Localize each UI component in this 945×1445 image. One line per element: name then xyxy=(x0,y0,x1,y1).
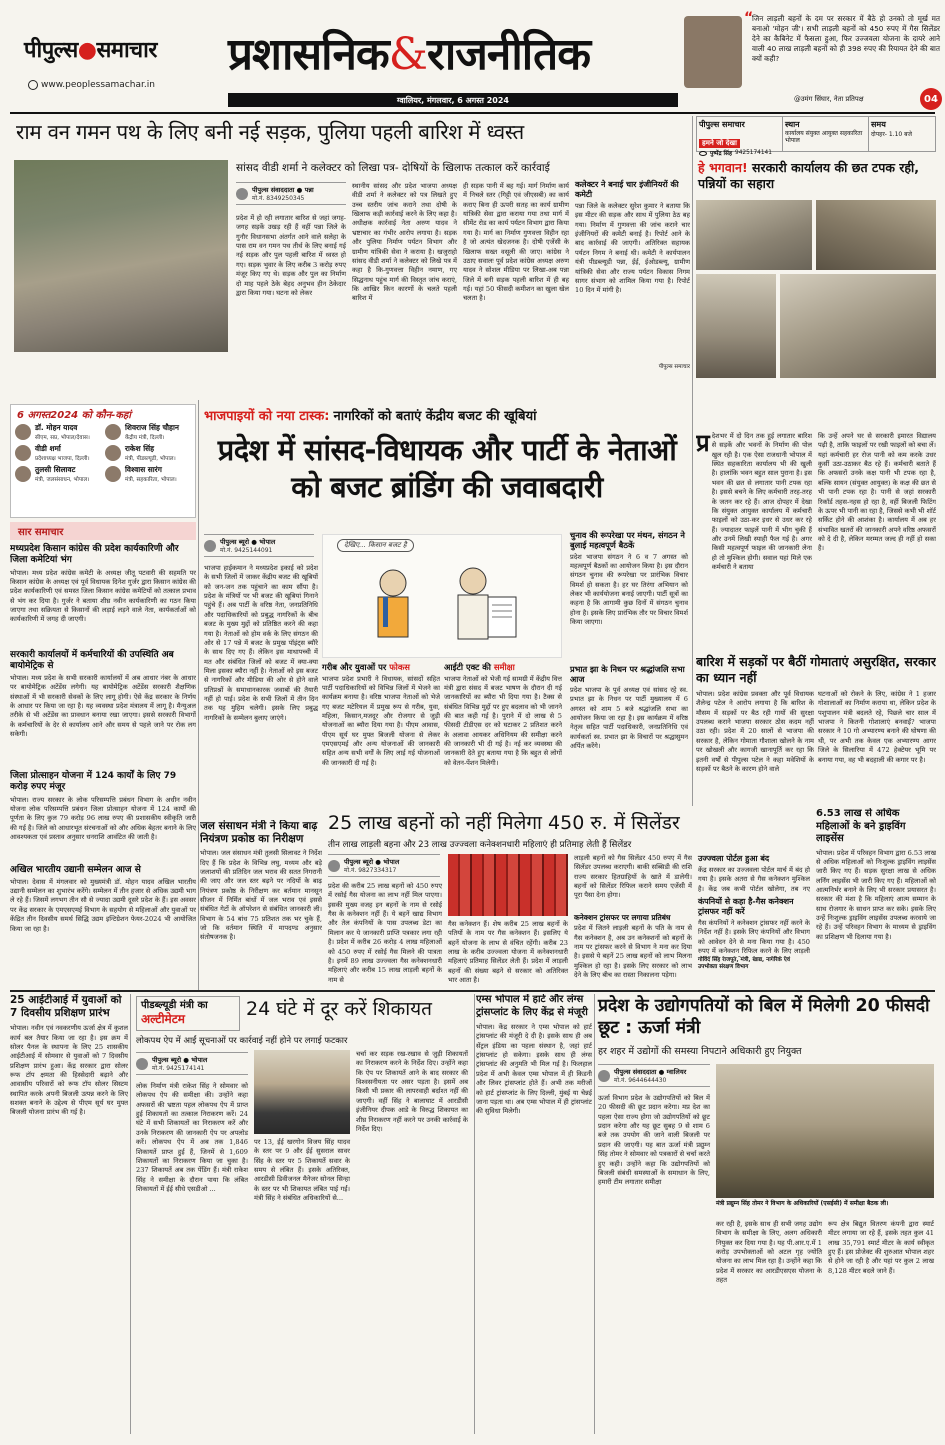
person-avatar xyxy=(15,424,31,440)
industry-byline: पीपुल्स संवाददाता ● ग्वालियर मो.नं. 9644644430 xyxy=(598,1064,710,1090)
kaun-kahan-title: 6 अगस्त2024 को कौन-कहां xyxy=(17,410,131,421)
brand-logo xyxy=(24,34,157,64)
eye-icon xyxy=(699,151,707,156)
sar-item-heading: अखिल भारतीय उद्यानी सम्मेलन आज से xyxy=(10,864,141,875)
story1-subhead: सांसद वीडी शर्मा ने कलेक्टर को लिखा पत्र- दोषियों के खिलाफ तत्काल करें कार्रवाई xyxy=(236,162,550,174)
tulsi-headline: जल संसाधन मंत्री ने किया बाढ़ नियंत्रण प्रकोष्ठ का निरीक्षण xyxy=(200,820,318,846)
lead-box2 xyxy=(444,662,562,812)
iti-headline: 25 आईटीआई में युवाओं को 7 दिवसीय प्रशिक्षण प्रारंभ xyxy=(10,994,122,1020)
sar-item-heading: मध्यप्रदेश किसान कांग्रेस की प्रदेश कार्यकारिणी और जिला कमेटियां भंग xyxy=(10,544,179,566)
reporter-avatar xyxy=(598,1070,610,1082)
byline-text: पीपुल्स संवाददाता ● पन्ना मो.नं. 8349250345 xyxy=(252,186,314,202)
side-body-1: प्रदेश भाजपा संगठन ने 6 व 7 अगस्त को महत्वपूर्ण बैठकों का आयोजन किया है। इस दौरान संगठन चुनाव की रूपरेखा पर प्रारंभिक विचार विमर्श हो सकता है। हर घर तिरंगा अभियान को लेकर भी कार्ययोजना बनाई जाएगी। पार्टी सूत्रों का कहना है कि आगामी कुछ दिनों में संगठन चुनाव होना है। इसके लिए प्रारंभिक तौर पर विचार विमर्श किया जाएगा। xyxy=(570,552,688,627)
pwd-subhead: लोकपथ ऐप में आईं सूचनाओं पर कार्रवाई नहीं होने पर लगाई फटकार xyxy=(136,1036,348,1046)
section-title-1: प्रशासनिक xyxy=(228,29,389,80)
aiims-story xyxy=(476,994,592,1434)
road-damage-photo xyxy=(14,160,228,352)
cartoon-figures xyxy=(323,535,563,659)
person-item: राकेश सिंह मंत्री, पीडब्ल्यूडी, भोपाल। xyxy=(105,444,191,462)
box1-title-red: फोकस xyxy=(389,662,410,672)
hnd-tag: हमने जो देखा xyxy=(699,139,740,148)
box2-title-red: समीक्षा xyxy=(493,662,515,672)
story-ram-van-gaman xyxy=(10,116,690,396)
ujjwala-portal-heading: उज्ज्वला पोर्टल हुआ बंद xyxy=(698,854,770,863)
leaking-roof-photo-4 xyxy=(780,274,936,378)
section-title xyxy=(228,22,590,82)
pwd-kicker: पीडब्ल्यूडी मंत्री का xyxy=(141,1000,208,1011)
story1-col2: स्थानीय सांसद और प्रदेश भाजपा अध्यक्ष वीडी शर्मा ने कलेक्टर को पत्र लिखते हुए उच्च स्तरीय जांच कराने तथा दोषी के खिलाफ कड़ी कार्रवाई करने के लिए कहा है। अधीक्षक कार्रवाई नेता अरुण यादव ने भ्रष्टाचार का गंभीर आरोप लगाया है। सड़क और पुलिया निर्माण पर्यटन विभाग और ग्रामीण यांत्रिकी सेवा ने कराया है। खजुराहो सांसद वीडी शर्मा ने कलेक्टर को लिखे पत्र में कहा है कि-गुणवत्ता विहीन नमाण, गए सिद्धनाथ पहुंच मार्ग की विस्तृत जांच कराएं, कि आखिर किन कारणों के चलते पहली बारिश में xyxy=(352,182,457,303)
pwd-col1: लोक निर्माण मंत्री राकेश सिंह ने सोमवार को लोकपथ ऐप की समीक्षा की। उन्होंने कहा अफसरों की भ्रष्टता पहल लोकपथ ऐप में प्राप्त हुई शिकायतों का तत्काल निराकरण करें। 24 घंटे में सभी शिकायतों का निराकरण करें और उनके निराकरण की जानकारी ऐप पर अपलोड करें। लोकपथ ऐप में अब तक 1,846 शिकायतें प्राप्त हुई हैं, जिनमें से 1,609 शिकायतों का निराकरण किया जा चुका है। 237 शिकायतें अब तक पेंडिंग हैं। मंत्री राकेश सिंह ने समीक्षा के दौरान पाया कि लंबित शिकायतों में ईई सीधे एसडीओ ... xyxy=(136,1082,248,1193)
box1-title: गरीब और युवाओं पर xyxy=(322,662,387,672)
gomata-col1: भोपाल। प्रदेश कांग्रेस प्रवक्ता और पूर्व विधायक शैलेन्द्र पटेल ने आरोप लगाया है कि बारिश के मौसम में सड़कों पर बैठ रही गायों की सुरक्षा उपलब्ध कराने भाजपा सरकार ठोस कदम नहीं उठा रही। प्रदेश में 20 सालों से भाजपा की सरकार है, लेकिन गोमाता गौशाला खोलने के नाम पर खोखली और कागजी खानापूर्ति कर रहा कि इतनी वर्षों से पीपुल्स पटेल ने कहा मवेशियों के सड़कों पर बैठने के कारण होने वाले xyxy=(696,690,814,773)
lead-headline: प्रदेश में सांसद-विधायक और पार्टी के नेताओं को बजट ब्रांडिंग की जवाबदारी xyxy=(217,433,677,505)
cylinder-story xyxy=(324,808,812,988)
industry-story xyxy=(596,994,936,1434)
reporter-avatar xyxy=(204,540,216,552)
story1-col4 xyxy=(575,180,690,390)
budget-cartoon xyxy=(322,534,562,658)
sar-item-heading: सरकारी कार्यालयों में कर्मचारियों की उपस्थिति अब बायोमेट्रिक से xyxy=(10,649,174,671)
pwd-col2: पर 13, ईई खरगोन विजय सिंह यादव के स्तर पर 9 और ईई सुसराल सावर सिंह के स्तर पर 5 शिकायतें सवार के समय से लंबित हैं। इसके अतिरिक्त, आरडीसी डिवीजनल मैनेजर सोनल सिन्हा के स्तर पर भी शिकायत लंबित पाई गईं। मंत्री सिंह ने संबंधित अधिकारियों से... xyxy=(254,1138,350,1203)
brand-dot-icon: ● xyxy=(77,38,97,63)
quote-author-photo xyxy=(684,16,742,88)
pwd-kicker-red: अल्टीमेटम xyxy=(141,1012,185,1026)
leaking-roof-photo-3 xyxy=(696,274,776,378)
masthead xyxy=(0,0,945,112)
pwd-minister-photo xyxy=(254,1050,350,1134)
pwd-headline: 24 घंटे में दूर करें शिकायत xyxy=(246,998,432,1020)
tulsi-col1: भोपाल। जल संसाधन मंत्री तुलसी सिलावट ने निर्देश दिए हैं कि प्रदेश के विभिन्न लघु, मध्यम और बड़े जलाशयों की प्रतिदिन जल भराव की सतत निगरानी की जाए और जल स्तर बढ़ने पर नदियों के बाढ़ नियंत्रण प्रकोष्ठ के निरीक्षण कर बर्तमान मानसून सीजन में निर्मित बांधों में जल भराव एवं इससे संबंधित गेटों के ऑपरेशन से संबंधित जानकारी ली। विभाग के 54 बांध 75 प्रतिशत तक भर चुके हैं, जो कि वर्तमान स्थिति में मापदण्ड अनुसार संतोषजनक है। xyxy=(200,849,322,942)
hnd-header xyxy=(696,116,936,157)
person-item: शिवराज सिंह चौहान केंद्रीय मंत्री, दिल्ली। xyxy=(105,423,191,441)
section-title-2: राजनीतिक xyxy=(426,29,591,80)
pwd-byline: पीपुल्स ब्यूरो ● भोपाल मो.नं. 9425174141 xyxy=(136,1052,248,1078)
gomata-story xyxy=(696,654,936,804)
hnd-headline xyxy=(698,160,934,193)
hnd-time-label: समय xyxy=(871,120,886,129)
box1-body: भाजपा प्रदेश प्रभारी ने विधायक, सांसदों सहित पार्टी पदाधिकारियों को विभिन्न जिलों में भेजने का कार्यक्रम बनाया है। वरिष्ठ भाजपा नेताओं को भेजे गए बजट मटेरियल में प्रमुख रूप से गरीब, युवा, महिला, किसान,मजदूर और रोजगार से जुड़ी योजनाओं का ब्यौरा दिया गया है। पीएम आवास, पीएम सूर्य घर मुफ्त बिजली योजना से लेकर एमएसएमई और अन्य योजनाओं की जानकारी सहित अन्य सभी वर्गों के लिए लाई गई योजनाओं की जानकारी दी गई है। xyxy=(322,674,440,767)
lead-kicker-text: नागरिकों को बताएं केंद्रीय बजट की खूबियां xyxy=(333,409,537,424)
reporter-avatar xyxy=(236,188,248,200)
brand-left: पीपुल्स xyxy=(24,38,78,63)
ujjwala-portal-body: केंद्र सरकार का उज्जवला पोर्टल मार्च में बंद हो गया है। इसके अतरा से गैस कनेक्शन मुश्किल है। केंद्र जब कभी पोर्टल खोलेगा, तब नए xyxy=(698,866,810,893)
reporter-avatar xyxy=(136,1058,148,1070)
hnd-headline-text: सरकारी कार्यालय की छत टपक रही, पन्नियों का सहारा xyxy=(698,160,920,192)
sar-item-body: भोपाल। राज्य सरकार के लोक परिसम्पत्ति प्रबंधन विभाग के अधीन नवीन योजना लोक परिसम्पत्ति प्रबंधन जिला प्रोत्साहन योजना में 124 कार्यों की पूर्णता के लिए कुल 79 करोड़ 96 लाख रुपए की प्रशासकीय स्वीकृति जारी की गई है। जिले को आधारभूत संरचनाओं को और अधिक बेहतर बनाने के लिए आवश्यकता एवं प्रस्ताव अनुसार धनराशि आवंटित की जाती है। xyxy=(10,795,196,841)
transfer-ban-heading: कनेक्शन ट्रांसफर पर लगाया प्रतिबंध xyxy=(574,913,671,922)
tulsi-story xyxy=(200,820,322,986)
industry-col3: रूप क्षेत्र बिद्युत वितरण कंपनी द्वारा स्मार्ट मीटर लगाया जा रहे हैं, इसके तहत कुल 41 लाख 35,791 स्मार्ट मीटर के कार्य स्वीकृत हुए हैं। इस प्रोजेक्ट की शुरुआत भोपाल शहर से होने जा रही है और यहां पर कुल 2 लाख 8,128 मीटर बदले जाने हैं। xyxy=(828,1220,934,1275)
hnd-col1-text: देशभर में दो दिन तक हुई लगातार बारिश से सड़कें और भवनों के निर्माण की पोल खुल रही है। एक ऐसा राजधानी भोपाल में स्थित सहकारिता कार्यालय भी की खुली है। हालांकि भवन बहुत साल पुराना है। इस भवन की छत से लगातार पानी टपक रहा है। इससे बचने के लिए कर्मचारी तरह-तरह के जतन कर रहे हैं। आज दोपहर में देखा कि संयुक्त आयुक्त कार्यालय में कर्मचारी फाइलों को उठा-कर इधर से उधर कर रहे हैं। ज्यादातर फाइलें पानी में भीग चुकी हैं और उनमें लिखी स्याही फैल गई है। अगर किसी महत्वपूर्ण फाइल की जानकारी लेना हो तो मुश्किल होगी। सवाल यहां मिले एक कर्मचारी ने बताया xyxy=(711,432,812,572)
dateline-text: ग्वालियर, मंगलवार, 6 अगस्त 2024 xyxy=(396,95,510,105)
quote-box xyxy=(684,12,942,112)
cylinder-byline: पीपुल्स ब्यूरो ● भोपाल मो.नं. 9827334317 xyxy=(328,854,440,880)
hnd-col1 xyxy=(696,429,812,652)
iti-body: भोपाल। नवीन एवं नवकरणीय ऊर्जा क्षेत्र में कुशल कार्य बल तैयार किया जा रहा है। इस क्रम में सोलर पैनल के स्थापना के लिए 25 शासकीय आईटीआई में सोमवार से युवाओं को 7 दिवसीय प्रशिक्षण प्रारंभ हुआ। केंद्र सरकार द्वारा सोलर रूफ टॉप क्षमता की हिस्सेदारी बढ़ाने और आवासीय परिवारों को रूफ टॉप सोलर सिस्टम स्थापित करके अपनी बिजली उत्पन्न करने के लिए सशक्त बनाने के उद्देश्य से पीएम सूर्य घर मुफ्त बिजली योजना प्रारंभ की गई है। xyxy=(10,1024,128,1117)
story1-col1: प्रदेश में हो रही लगातार बारिश से जहां जगह-जगह सड़कें उखड़ रही हैं वहीं पन्ना जिले के गुनौर विधानसभा अंतर्गत आने वाले सलेहा के पास राम वन गमन पथ तीर्थ के लिए बनाई गई नई सड़क और पुल पहली बारिश में ध्वस्त हो गए। सड़क भुवार के लिए करीब 3 करोड़ रुपए मंजूर किए गए थे। सड़क और पुल का निर्माण दो माह पहले ठेके बेहद अनुभव हीन ठेकेदार द्वारा किया गया। घटना को लेकर xyxy=(236,214,346,297)
leaking-roof-photo-1 xyxy=(696,200,812,270)
hnd-brand: पीपुल्स समाचार xyxy=(699,120,745,129)
cylinder-headline: 25 लाख बहनों को नहीं मिलेगा 450 रु. में सिलेंडर xyxy=(328,812,680,834)
lead-kicker-red: भाजपाइयों को नया टास्क: xyxy=(204,409,330,424)
side-heading-2: प्रभात झा के निधन पर श्रद्धांजलि सभा आज xyxy=(570,663,685,684)
quote-author: @उमंग सिंघार, नेता प्रतिपक्ष xyxy=(794,95,864,103)
lead-byline: पीपुल्स ब्यूरो ● भोपाल मो.नं. 9425144091 xyxy=(204,534,314,560)
aiims-headline: एम्स भोपाल में हार्ट और लंग्स ट्रांसप्लांट के लिए केंद्र से मंजूरी xyxy=(476,994,588,1018)
cylinder-col3 xyxy=(574,854,692,986)
pwd-kicker-box xyxy=(136,996,240,1031)
kaun-kahan-box xyxy=(10,404,196,518)
sar-samachar-title: सार समाचार xyxy=(10,522,196,540)
dropcap: प्र xyxy=(696,429,710,457)
lead-col1: भाजपा हाईकमान ने मध्यप्रदेश इकाई को प्रदेश के सभी जिलों में जाकर केंद्रीय बजट की खूबियों को जन-जन तक पहुंचाने का काम सौंपा है। प्रदेश के मंत्रियों पर भी बजट की खूबियां गिनाने पहुंचे हैं। अब पार्टी के वरिष्ठ नेता, जनप्रतिनिधि और पदाधिकारियों को प्रबुद्ध नागरिकों के बीच बजट के मुख्य मुद्दों को प्रतिष्ठित करने की कहा गया है। नेताओं को होम वर्क के लिए संगठन की ओर से 17 पन्ने में बजट के प्रमुख पॉइंट्स ब्यौरे के साथ दिए गए हैं। लेकिन इस माथापच्ची में मत और संबंधित जिलों को बजट में क्या-क्या मिला इसका ब्यौरा नहीं है। नेताओं को इस बजट से नागरिकों और मीडिया की ओर से होने वाले प्रतिप्रश्नों के समाधानकारक जवाबों की तैयारी नहीं हो पाई। प्रदेश के सभी जिलों में तीन दिन तक यह मुहिम चलेगी। इसके लिए प्रबुद्ध नागरिकों के सम्मेलन बुलाए जाएंगे। xyxy=(204,564,318,722)
section-title-amp: & xyxy=(388,29,427,80)
company-instruction-body: गैस कंपनियों ने कनेक्शन ट्रांसफर नहीं करने के निर्देश नहीं है। इसके लिए कंपनियों और विभाग को आवेदन देने से मना किया गया है। 450 रुपए में कनेक्शन रिफिल करने के लिए लाड़ली xyxy=(698,919,810,956)
person-avatar xyxy=(105,424,121,440)
photo-credit: पीपुल्स समाचार xyxy=(658,364,690,370)
reporter-avatar xyxy=(328,860,340,872)
globe-icon xyxy=(28,80,38,90)
story1-headline: राम वन गमन पथ के लिए बनी नई सड़क, पुलिया पहली बारिश में ध्वस्त xyxy=(16,120,524,144)
industry-col1: ऊर्जा विभाग प्रदेश के उद्योगपतियों को बिल में 20 फीसदी की छूट प्रदान करेगा। मप्र देश का पहला ऐसा राज्य होगा जो उद्योगपतियों को छूट प्रदान करेगा और यह छूट सुबह 9 से शाम 6 बजे तक उपयोग की जाने वाली बिजली पर प्रदान की जाएगी। यह बात ऊर्जा मंत्री प्रद्युम्न सिंह तोमर ने सोमवार को पत्रकारों से चर्चा करते हुए कही। उन्होंने कहा कि उद्योगपतियों को बिजली संबंधी समस्याओं के समाधान के लिए, हमारी टीम लगातार समीक्षा xyxy=(598,1094,710,1187)
license-headline: 6.53 लाख से अधिक महिलाओं के बने ड्राइविंग लाइसेंस xyxy=(816,808,906,844)
story1-byline xyxy=(236,182,346,208)
sar-item-body: भोपाल। देवास में मंगलवार को मुख्यमंत्री डॉ. मोहन यादव अखिल भारतीय उद्यानी सम्मेलन का शुभारंभ करेंगे। सम्मेलन में तीन हजार से अधिक उद्यमी भाग ले रहे हैं। जिसमें लगभग तीन सौ से ज्यादा उद्यमी दूसरे प्रदेश के हैं। इस अवसर पर केंद्र सरकार के एमएसएमई विभाग के सहयोग से महिलाओं और युवाओं पर केंद्रित तीन दिवसीय समर्थ सिद्धि उद्यम इन्टिग्रेशन फेयर-2024 भी आयोजित किया जा रहा है। xyxy=(10,877,196,933)
page-number: 04 xyxy=(920,88,942,110)
license-story xyxy=(816,808,936,988)
box2-title: आईटी एक्ट की xyxy=(444,662,491,672)
person-avatar xyxy=(105,466,121,482)
sar-item-body: भोपाल। मध्य प्रदेश कांग्रेस कमेटी के अध्यक्ष जीतू पटवारी की सहमति पर किसान कांग्रेस के अध्यक्ष एवं पूर्व विधायक दिनेश गुर्जर द्वारा किसान कांग्रेस की प्रदेश कार्यकारिणी एवं समस्त जिला किसान कांग्रेस कमेटियों को तत्काल प्रभाव से भंग कर दिया है। गुर्जर ने बताया शीघ्र नवीन कार्यकारिणी का गठन किया जाएगा तथा सक्रियता से किसानों की लड़ाई लड़ने वाले नेता, कार्यकर्ताओं को कार्यकारिणी में जगह दी जाएगी। xyxy=(10,568,196,624)
lead-kicker xyxy=(204,406,690,424)
collector-committee-heading: कलेक्टर ने बनाई चार इंजीनियरों की कमेटी xyxy=(575,180,679,199)
hnd-person: पुष्पेंद्र सिंह xyxy=(710,151,733,157)
company-instruction-heading: कंपनियों से कहा है-गैस कनेक्शन ट्रांसफर नहीं करें xyxy=(698,897,794,916)
quote-mark-icon: “ xyxy=(744,10,754,26)
person-avatar xyxy=(15,445,31,461)
gomata-col2: घटनाओं को रोकने के लिए, कांग्रेस ने 1 हजार गोशालाओं का निर्माण कराया था, लेकिन प्रदेश के पशुपालन मंत्री बदलते रहे, पिछले चार साल में भाजपा ने कितनी गोशालाएं बनवाईं? भाजपा सरकार ने 10 गो अभ्यारण्य बनाने की घोषणा की थी, पर अभी तक केवल एक अभ्यारण्य आगर जिले के सिलारिया में 472 हेक्टेयर भूमि पर बनाया गया, वह भी बदहाली की कगार पर है। xyxy=(818,690,936,764)
cartoon-caption: देखिए... किसान बजट है xyxy=(337,539,414,552)
pwd-story xyxy=(132,994,472,1434)
leaking-roof-photo-2 xyxy=(816,200,936,270)
cylinder-quote-by: गोविंद सिंह राजपूत, मंत्री, खाद्य, नागरिक एवं उपभोक्ता संरक्षण विभाग xyxy=(698,957,791,971)
industry-subhead: हर शहर में उद्योगों की समस्या निपटाने अधिकारी हुए नियुक्त xyxy=(598,1046,802,1057)
collector-committee-body: पन्ना जिले के कलेक्टर सुरेश कुमार ने बताया कि इस मीटर की सड़क और साथ में पुलिया ठेठ बह गया। निर्माण में गुणवत्ता की जांच कराने चार इंजीनियरों की कमेटी बनाई है। रिपोर्ट आने के बाद कार्रवाई की जाएगी। अतिरिक्त सहायक पर्यटन निगम ने बनाई थी। कमेटी ने कार्यपालन यंत्री पीडब्ल्यूडी पन्ना, ईई, ईओडब्ल्यू, ग्रामीण यांत्रिकी सेवा और राज्य पर्यटन विकास निगम सागर संभाग को शामिल किया गया है। रिपोर्ट 10 दिन में मांगी है। xyxy=(575,202,690,295)
hum-ne-dekha xyxy=(696,116,936,656)
person-item: वीडी शर्मा प्रदेशाध्यक्ष भाजपा, दिल्ली। xyxy=(15,444,101,462)
hnd-mobile: 9425174141 xyxy=(735,150,772,156)
box2-body: भाजपा नेताओं को भेजी गई सामग्री में केंद्रीय वित्त मंत्री द्वारा संसद में बजट भाषण के दौरान दी गई जानकारियों का ब्यौरा भी दिया गया है। टैक्स से संबंधित विभिन्न मुद्दों पर हुए बदलाव को भी जानने की बात कही गई है। पुराने में दो लाख से 5 फीसदी टीडीएस दर को घटाकर 2 प्रतिशत करने के अलावा आयकर अधिनियम की समीक्षा करने की जानकारी भी दी गई है। नई कर व्यवस्था की जानकारी देते हुए बताया गया है कि बहुत से लोगों को वेतन-पेंशन मिलेगी। xyxy=(444,674,562,767)
hnd-col2: कि उन्हें अपने घर से सरकारी इमारत विद्यालय पढ़ी है, ताकि फाइलों पर रखी फाइलों को बचा लें। यहां कर्मचारी हर रोज पानी को कम करके उधर कुर्सी उठा-उठाकर बैठ रहे हैं। कर्मचारी बताते हैं कि अफसरों उनके कक्ष पानी भी टपक रहा है, बल्कि सायन (संयुक्त आयुक्त) के कक्ष की छत से भी पानी टपक रहा है। पानी से जहां सरकारी रिकॉर्ड तहस-नहस हो रहा है, वहीं बिजली फिटिंग के ऊपर भी पानी का रहा है, जिससे कभी भी शॉर्ट सर्किट होने की आशंका है। कार्यालय में अब हर संभावित खतरों की जानकारी अपने वरिष्ठ अफसरों को दे दी है, लेकिन मरम्मत जल्द ही नहीं हो सका है। xyxy=(818,432,936,553)
story1-col3: ही सड़क पानी में बह गई। मार्ग निर्माण कार्य में निचले स्तर (गिट्टी एवं जीएसबी) का कार्य कराए बिना ही ऊपरी सतह का कार्य ग्रामीण यांत्रिकी सेवा द्वारा कराया गया तथा मार्ग में सीमेंट रोड का कार्य पर्यटन विभाग द्वारा किया गया है। मार्ग का निर्माण गुणवत्ता विहीन रहा है जो अत्यंत खेदजनक है। दोषी एजेंसी के खिलाफ सख्त वसूली की जाए। कांग्रेस ने उठाए सवालः पूर्व प्रदेश कांग्रेस अध्यक्ष अरुण यादव ने सोशल मीडिया पर लिखा-अब पन्ना जिले में बनी सड़क पहली बारिश में ही बह गई। यहां 50 फीसदी कमीशन का खुला खेल चलता है। xyxy=(463,182,569,303)
gas-cylinders-photo xyxy=(448,854,568,916)
lead-side xyxy=(570,530,688,810)
industry-headline: प्रदेश के उद्योगपतियों को बिल में मिलेगी 20 फीसदी छूट : ऊर्जा मंत्री xyxy=(598,996,930,1038)
person-item: विश्वास सारंग मंत्री, सहकारिता, भोपाल। xyxy=(105,465,191,483)
side-heading-1: चुनाव की रूपरेखा पर मंथन, संगठन ने बुलाई महत्वपूर्ण बैठकें xyxy=(570,530,685,551)
iti-story xyxy=(10,994,128,1434)
cylinder-col3-text: लाड़ली बहनों को गैस सिलेंडर 450 रुपए में गैस सिलेंडर उपलब्ध कराएगी। बाकी सब्सिडी की राशि राज्य सरकार हितग्राहियों के खाते में डालेगी। बहनों को सिलेंडर रिफिल कराने समय एजेंसी में पूरा पैसा देना होगा। xyxy=(574,854,692,900)
lead-box1 xyxy=(322,662,440,812)
cylinder-col4 xyxy=(698,854,810,986)
industry-col2: कर रही है, इसके साथ ही सभी जगह उद्योग विभाग के समीक्षा के लिए, अलग अधिकारी नियुक्त कर दिया गया है। यह पी.आर.ए.में 1 करोड़ उपभोक्ताओं को अटल गृह ज्योति योजना का लाभ मिल रहा है। उन्होंने कहा कि प्रदेश में सरकार का आरडीएसएस योजना के तहत xyxy=(716,1220,822,1285)
license-body: भोपाल। प्रदेश में परिवहन विभाग द्वारा 6.53 लाख से अधिक महिलाओं को निःशुल्क ड्राइविंग लाइसेंस जारी किए गए हैं। सड़क सुरक्षा लाख से अधिक लर्निंग लाइसेंस भी जारी किए गए हैं। महिलाओं को आत्मनिर्भर बनाने के लिए भी सरकार प्रयासरत है। सरकार की मंशा है कि महिलाएं आत्म सम्मान के साथ रोजगार के साधन प्राप्त कर सके। इसके लिए उन्हें निःशुल्क ड्राइविंग लाइसेंस उपलब्ध करवाये जा रहे हैं। उन्हें परिवहन विभाग के माध्यम से ड्राइविंग का प्रशिक्षण भी दिलाया गया है। xyxy=(816,848,936,941)
person-avatar xyxy=(15,466,31,482)
person-item: तुलसी सिलावट मंत्री, जलसंसाधन, भोपाल। xyxy=(15,465,101,483)
person-avatar xyxy=(105,445,121,461)
hnd-place-label: स्थान xyxy=(785,120,800,129)
kaun-kahan-grid xyxy=(11,423,195,483)
pwd-col3: चर्चा कर सड़क रख-रखाव से जुड़ी शिकायतों का निराकरण करने के निर्देश दिए। उन्होंने कहा कि ऐप पर शिकायतें आने के बाद सरकार की विश्वसनीयता पर असर पड़ता है। इसमें अब किसी भी प्रकार की लापरवाही बर्दाश्त नहीं की जाएगी। वहीं सिंह ने बालाघाट में आरडीसी इंजीनियर दीपक आडे के विरुद्ध शिकायत का शीघ्र निराकरण नहीं करने पर उनकी कार्रवाई के निर्देश दिए। xyxy=(356,1050,468,1133)
cylinder-col1: प्रदेश की करीब 25 लाख बहनों को 450 रुपए में रसोई गैस योजना का लाभ नहीं मिल पाएगा। इसकी मुख्य वजह इन बहनों के नाम से रसोई गैस के कनेक्शन नहीं हैं। ये बहनें खाद्य विभाग और तेल कंपनियों के पास उपलब्ध डेटा का मिलान कर ये जानकारी प्राप्ति पत्रकार लगा रही है। प्रदेश में करीब 26 करोड़ 4 लाख महिलाओं को 450 रुपए में रसोई गैस मिलने की पात्रता है। इनमें 89 लाख उज्ज्वला गैस कनेक्शनधारी महिलाएं और करीब 15 लाख लाड़ली बहनों के नाम से xyxy=(328,882,442,984)
brand-right: समाचार xyxy=(96,38,157,63)
person-item: डॉ. मोहन यादव सीएम, सप्र, भोपाल/देवास। xyxy=(15,423,101,441)
gomata-headline: बारिश में सड़कों पर बैठीं गोमाताएं असुरक्षित, सरकार का ध्यान नहीं xyxy=(696,654,936,685)
sar-samachar xyxy=(10,522,196,986)
cylinder-subhead: तीन लाख लाड़ली बहना और 23 लाख उज्ज्वला कनेक्शनधारी महिलाएं ही प्रतिमाह लेती हैं सिलेंडर xyxy=(328,840,632,850)
quote-text: जिन लाड़ली बहनों के दम पर सरकार में बैठे हो उनको तो मूर्ख मत बनाओ 'मोहन जी'। सभी लाड़ली बहनों को 450 रुपए में गैस सिलेंडर देने का कैबिनेट में फैसला हुआ, फिर उज्जवला योजना के दायरे आने वाली 40 लाख लाड़ली बहनों को ही 398 रुपए की रियायत देने की बात क्यों कही? xyxy=(752,14,940,63)
sar-item-body: भोपाल। मध्य प्रदेश के सभी सरकारी कार्यालयों में अब आधार नंबर के आधार पर बायोमेट्रिक अटेंडेंस लगेगी। यह बायोमेट्रिक अटेंडेंस सरकारी शैक्षणिक संस्थाओं में भी सरकारी सेवकों के लिए लागू होगी। ऐसे केंद्र सरकार के निर्णय के आधार पर किया जा रहा है। यह व्यवस्था प्रदेश मंत्रालय में लागू है। मैन्युअल तरीके से भी अटेंडेंस का प्रावधान बनाया रखा जाएगा। इससे सरकारी विभागों के कर्मचारियों के देर से कार्यालय आने और समय से पहले जाने पर रोक लग सकेगी। xyxy=(10,674,196,739)
side-body-2: प्रदेश भाजपा के पूर्व अध्यक्ष एवं सांसद रहे स्व. प्रभात झा के निधन पर पार्टी मुख्यालय में 6 अगस्त को शाम 5 बजे श्रद्धांजलि सभा का आयोजन किया जा रहा है। इस कार्यक्रम में वरिष्ठ नेतृत्व सहित पार्टी पदाधिकारी, जनप्रतिनिधि एवं कार्यकर्ता स्व. प्रभात झा के विचारों पर श्रद्धासुमन अर्पित करेंगे। xyxy=(570,686,688,751)
hnd-time-value: दोपहर- 1.10 बजे xyxy=(871,131,913,138)
transfer-ban-body: प्रदेश में जितने लाड़ली बहनों के पति के नाम से गैस कनेक्शन है, अब उन कनेक्शनों को बहनों के नाम पर ट्रांसफर करने से विभाग ने मना कर दिया है। इससे ये बहनें 25 लाख बहनों को लाभ मिलना मुश्किल हो रहा है। इसके लिए सरकार को लाभ देने के लिए बीच का रास्ता निकालना पड़ेगा। xyxy=(574,924,692,980)
website-text: www.peoplessamachar.in xyxy=(41,80,155,90)
cylinder-col2: गैस कनेक्शन हैं। शेष करीब 25 लाख बहनों के पतियों के नाम पर गैस कनेक्शन हैं। इसलिए ये बहनें योजना के लाभ से वंचित रहेंगी। करीब 23 लाख के करीब उज्ज्वला योजना में कनेक्शनधारी महिलाएं प्रतिमाह सिलेंडर लेती हैं। प्रदेश में लाड़ली बहनों की संख्या बढ़ने से सरकार को अतिरिक्त भार आता है। xyxy=(448,920,568,985)
industry-photo-caption: मंत्री प्रद्युम्न सिंह तोमर ने विभाग के अधिकारियों (एसईसी) में समीक्षा बैठक ली। xyxy=(716,1200,889,1207)
website-url[interactable] xyxy=(28,80,155,90)
hnd-headline-red: हे भगवान! xyxy=(698,160,748,175)
aiims-body: भोपाल। केंद्र सरकार ने एम्स भोपाल को हार्ट ट्रांसप्लांट की मंजूरी दे दी है। इसके साथ ही अब सेंट्रल इंडिया का पहला संस्थान है, जहां हार्ट ट्रांसप्लांट हो सकेगा। इसके साथ ही लंग्स ट्रांसप्लांट की अनुमति भी मिल गई है। फिलहाल प्रदेश में अभी केवल एम्स भोपाल में ही किडनी और लिवर ट्रांसप्लांट होते हैं। अभी तक मरीजों को हार्ट ट्रांसप्लांट के लिए दिल्ली, मुंबई या चेन्नई जाना पड़ता था। अब एम्स भोपाल में ही ट्रांसप्लांट की सुविधा मिलेगी। xyxy=(476,1023,592,1116)
sar-item-heading: जिला प्रोत्साहन योजना में 124 कार्यों के लिए 79 करोड़ रुपए मंजूर xyxy=(10,771,177,793)
lead-story xyxy=(200,400,690,820)
hnd-place-value: कार्यालय संयुक्त आयुक्त सहकारिता भोपाल xyxy=(785,130,863,145)
dateline xyxy=(228,93,678,107)
industry-meeting-photo xyxy=(716,1064,934,1198)
